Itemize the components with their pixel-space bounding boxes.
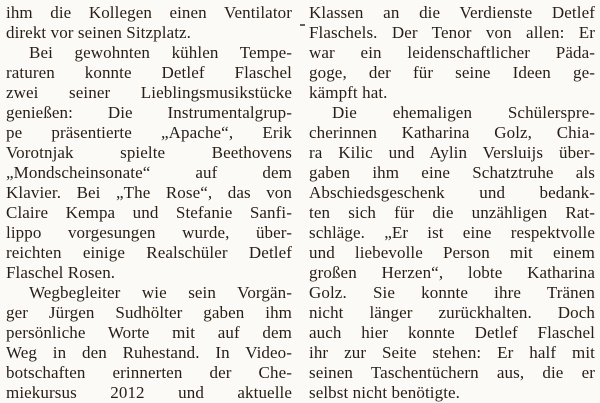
- text-line: ra Kilic und Aylin Versluijs über-: [309, 143, 595, 162]
- text-line: lippo vorgesungen wurde, über-: [6, 223, 292, 242]
- text-line: goge, der für seine Ideen ge-: [309, 63, 595, 82]
- text-line: pe präsentierte „Apache“, Erik: [6, 123, 292, 142]
- text-line: Flaschel Rosen.: [6, 263, 116, 282]
- scan-artifact-dash: [300, 24, 305, 26]
- text-line: ger Jürgen Sudhölter gaben ihm: [6, 303, 292, 322]
- text-line: nicht länger zurückhalten. Doch: [309, 303, 595, 322]
- text-line: Wegbegleiter wie sein Vorgän-: [29, 283, 292, 302]
- text-line: und liebevolle Person mit einem: [309, 243, 595, 262]
- text-line: raturen konnte Detlef Flaschel: [6, 63, 292, 82]
- text-line: Bei gewohnten kühlen Tempe-: [29, 43, 292, 62]
- text-line: kämpft hat.: [309, 83, 388, 102]
- text-line: Klassen an die Verdienste Detlef: [309, 3, 595, 22]
- text-line: schläge. „Er ist eine respektvolle: [309, 223, 595, 242]
- text-line: genießen: Die Instrumentalgrup-: [6, 103, 292, 122]
- text-line: Vorotnjak spielte Beethovens: [6, 143, 292, 162]
- text-line: direkt vor seinen Sitzplatz.: [6, 23, 192, 42]
- text-line: miekursus 2012 und aktuelle: [6, 383, 292, 402]
- text-line: persönliche Worte mit auf dem: [6, 323, 292, 342]
- text-line: Claire Kempa und Stefanie Sanfi-: [6, 203, 292, 222]
- article-column-left: [6, 3, 292, 403]
- text-line: Die ehemaligen Schülerspre-: [332, 103, 595, 122]
- text-line: zwei seiner Lieblingsmusikstücke: [6, 83, 292, 102]
- text-line: Golz. Sie konnte ihre Tränen: [309, 283, 595, 302]
- text-line: seinen Taschentüchern aus, die er: [309, 363, 595, 382]
- text-line: auch hier konnte Detlef Flaschel: [309, 323, 595, 342]
- text-line: gaben ihm eine Schatztruhe als: [309, 163, 595, 182]
- text-line: großen Herzen“, lobte Katharina: [309, 263, 595, 282]
- text-line: Flaschels. Der Tenor von allen: Er: [309, 23, 595, 42]
- text-line: cherinnen Katharina Golz, Chia-: [309, 123, 595, 142]
- text-line: Klavier. Bei „The Rose“, das von: [6, 183, 292, 202]
- article-column-right: [309, 3, 595, 403]
- text-line: ihm die Kollegen einen Ventilator: [6, 3, 292, 22]
- text-line: Abschiedsgeschenk und bedank-: [309, 183, 595, 202]
- text-line: ten sich für die unzähligen Rat-: [309, 203, 595, 222]
- text-line: ihr zur Seite stehen: Er half mit: [309, 343, 595, 362]
- text-line: reichten einige Realschüler Detlef: [6, 243, 292, 262]
- text-line: botschaften erinnerten der Che-: [6, 363, 292, 382]
- text-line: selbst nicht benötigte.: [309, 383, 461, 402]
- text-line: „Mondscheinsonate“ auf dem: [6, 163, 292, 182]
- text-line: war ein leidenschaftlicher Päda-: [309, 43, 595, 62]
- text-line: Weg in den Ruhestand. In Video-: [6, 343, 292, 362]
